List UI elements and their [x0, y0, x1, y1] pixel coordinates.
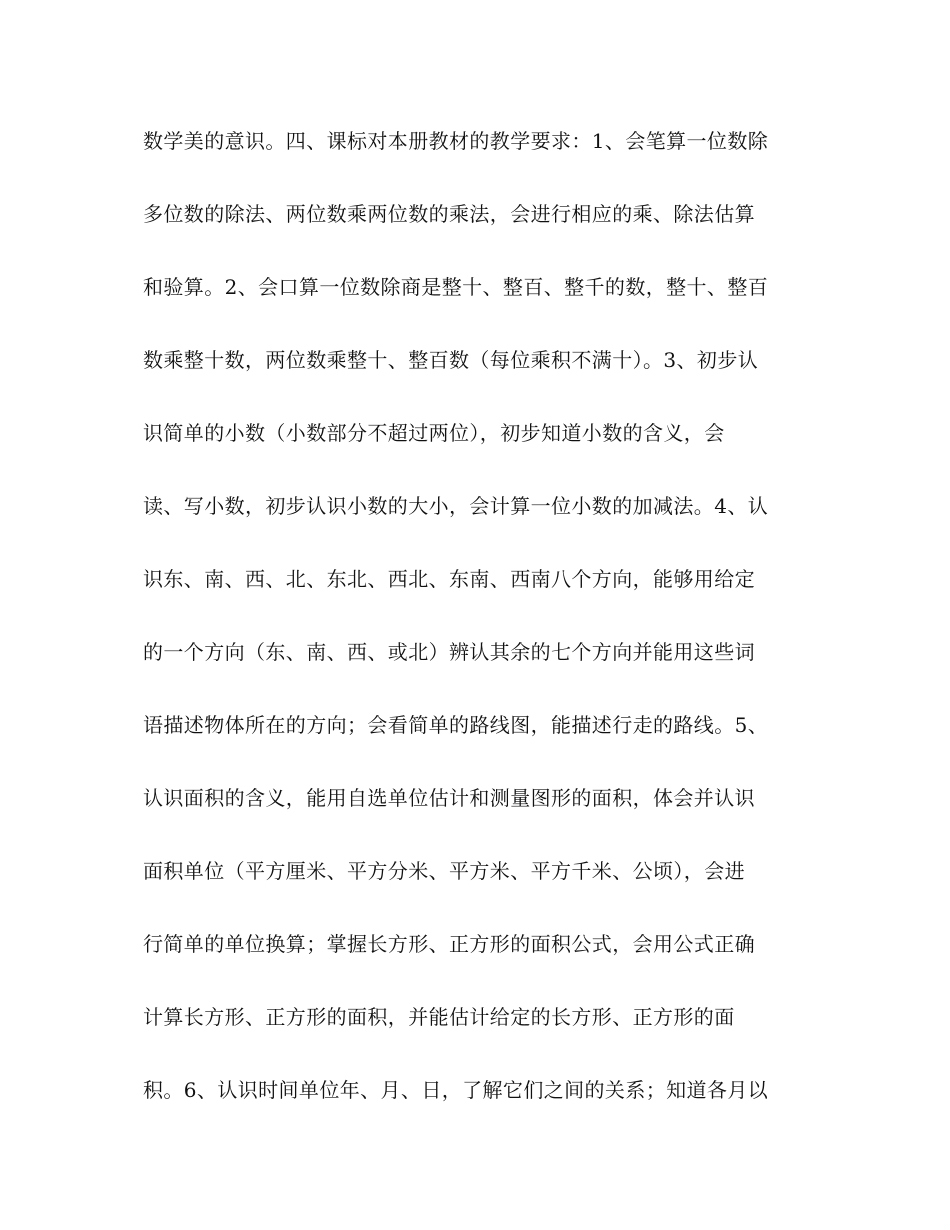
text-line-11: 面积单位（平方厘米、平方分米、平方米、平方千米、公顷），会进 — [143, 859, 745, 883]
text-line-3: 和验算。2、会口算一位数除商是整十、整百、整千的数，整十、整百 — [143, 275, 769, 299]
text-line-2: 多位数的除法、两位数乘两位数的乘法，会进行相应的乘、除法估算 — [143, 202, 755, 226]
body-text — [143, 121, 823, 1143]
text-line-8: 的一个方向（东、南、西、或北）辨认其余的七个方向并能用这些词 — [143, 640, 755, 664]
text-line-12: 行简单的单位换算；掌握长方形、正方形的面积公式，会用公式正确 — [143, 932, 755, 956]
text-line-9: 语描述物体所在的方向；会看简单的路线图，能描述行走的路线。5、 — [143, 713, 769, 737]
text-line-6: 读、写小数，初步认识小数的大小，会计算一位小数的加减法。4、认 — [143, 494, 769, 518]
text-line-5: 识简单的小数（小数部分不超过两位），初步知道小数的含义，会 — [143, 421, 725, 445]
text-line-14: 积。6、认识时间单位年、月、日，了解它们之间的关系；知道各月以 — [143, 1078, 769, 1102]
text-line-13: 计算长方形、正方形的面积，并能估计给定的长方形、正方形的面 — [143, 1005, 735, 1029]
text-line-10: 认识面积的含义，能用自选单位估计和测量图形的面积，体会并认识 — [143, 786, 755, 810]
text-line-4: 数乘整十数，两位数乘整十、整百数（每位乘积不满十）。3、初步认 — [143, 348, 759, 372]
text-line-7: 识东、南、西、北、东北、西北、东南、西南八个方向，能够用给定 — [143, 567, 755, 591]
text-line-1: 数学美的意识。四、课标对本册教材的教学要求：1、会笔算一位数除 — [143, 129, 769, 153]
